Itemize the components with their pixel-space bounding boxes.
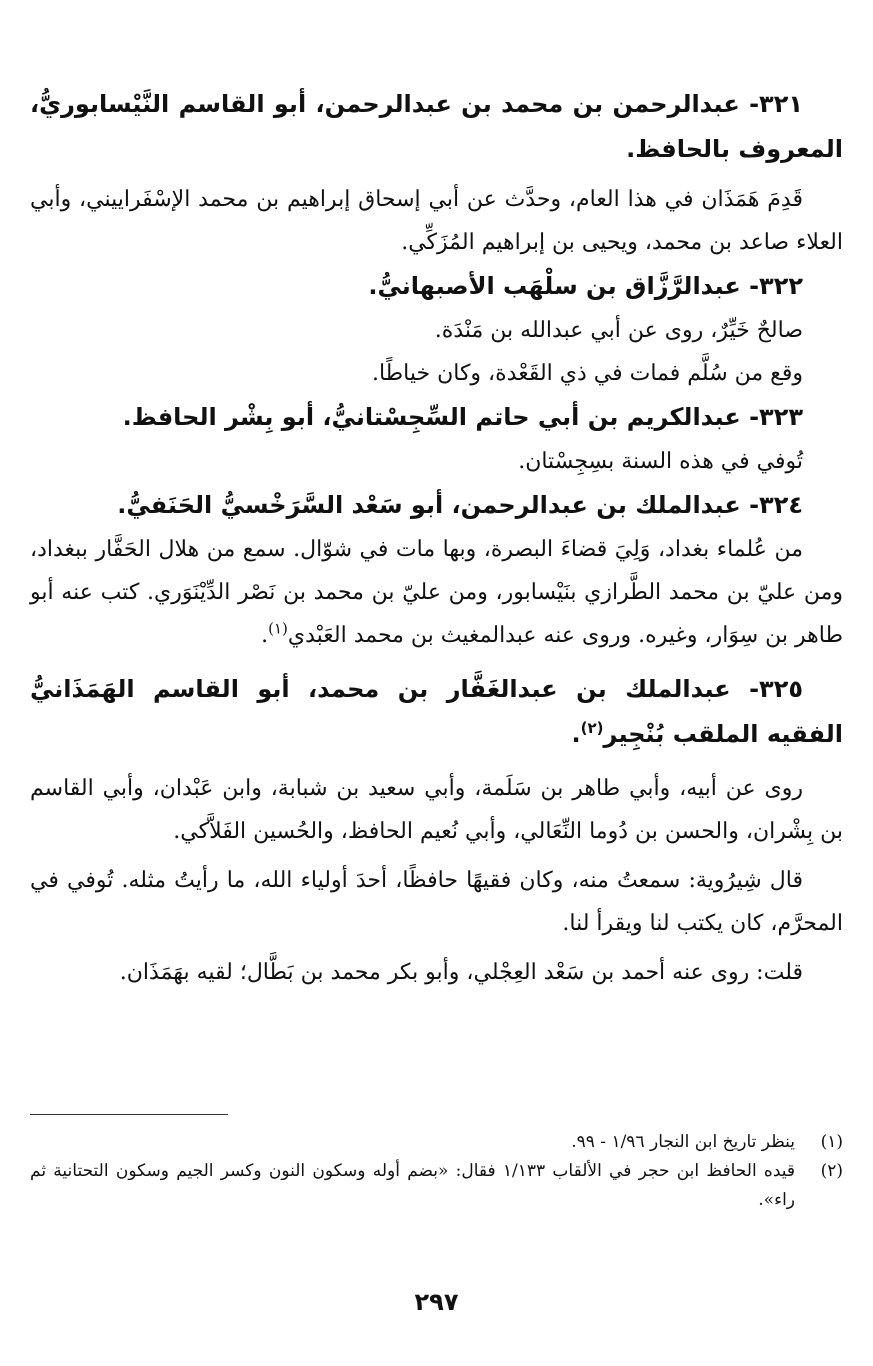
footnote-text: قيده الحافظ ابن حجر في الألقاب ١/١٣٣ فقال: «بضم أوله وسكون النون وكسر الجيم وسكون التحتانية ثم راء». [30, 1161, 795, 1210]
entry-paragraph: قَدِمَ هَمَذَان في هذا العام، وحدَّث عن أبي إسحاق إبراهيم بن محمد الإسْفَراييني، وأبي العلاء صاعد بن محمد، ويحيى بن إبراهيم المُزَكِّي. [30, 187, 843, 255]
entry-paragraph: قلت: روى عنه أحمد بن سَعْد العِجْلي، وأبو بكر محمد بن بَطَّال؛ لقيه بهَمَذَان. [119, 960, 803, 985]
entry-heading-322: ٣٢٢- عبدالرَّزَّاق بن سلْهَب الأصبهانيُّ. [368, 272, 803, 300]
entry-paragraph: وقع من سُلَّم فمات في ذي القَعْدة، وكان خياطًا. [371, 361, 803, 386]
entry-paragraph-text: من عُلماء بغداد، وَلِيَ قضاءَ البصرة، وبها مات في شوّال. سمع من هلال الحَفَّار ببغداد، ومن عليّ بن محمد الطَّرازي بنَيْسابور، ومن عليّ بن محمد بن نَصْر الدِّيْنَوَري. كتب عنه أبو طاهر بن سِوَار، وغيره. وروى عنه عبدالمغيث بن محمد العَبْدي [30, 537, 843, 648]
footnote-reference[interactable]: (٢) [580, 719, 604, 737]
entry-paragraph: روى عن أبيه، وأبي طاهر بن سَلَمة، وأبي سعيد بن شبابة، وابن عَبْدان، وأبي القاسم بن بِشْران، والحسن بن دُوما النِّعَالي، وأبي نُعيم الحافظ، والحُسين الفَلاَّكي. [30, 776, 843, 844]
entry-heading-323: ٣٢٣- عبدالكريم بن أبي حاتم السِّجِسْتانيُّ، أبو بِشْر الحافظ. [122, 403, 803, 431]
footnote-1 [30, 1128, 843, 1157]
page-number: ٢٩٧ [414, 1288, 459, 1316]
entry-paragraph: تُوفي في هذه السنة بسِجِسْتان. [518, 449, 803, 474]
footnote-number: (١) [820, 1132, 843, 1152]
main-text [30, 82, 843, 994]
entry-heading-321: ٣٢١- عبدالرحمن بن محمد بن عبدالرحمن، أبو القاسم النَّيْسابوريُّ، المعروف بالحافظ. [30, 90, 843, 163]
footnote-number: (٢) [820, 1161, 843, 1181]
footnote-text: ينظر تاريخ ابن النجار ١/٩٦ - ٩٩. [571, 1132, 795, 1152]
footnotes [30, 1128, 843, 1215]
footnote-reference[interactable]: (١) [268, 619, 288, 638]
footnote-2 [30, 1157, 843, 1215]
entry-paragraph: من عُلماء بغداد، وَلِيَ قضاءَ البصرة، وبها مات في شوّال. سمع من هلال الحَفَّار ببغداد، ومن عليّ بن محمد الطَّرازي بنَيْسابور، ومن عليّ بن محمد بن نَصْر الدِّيْنَوَري. كتب عنه أبو طاهر بن سِوَار، وغيره. وروى عنه عبدالمغيث بن محمد العَبْدي$^{(١)}$. [30, 537, 843, 648]
entry-paragraph: صالحٌ خَيِّرٌ، روى عن أبي عبدالله بن مَنْدَة. [434, 318, 803, 343]
entry-heading-325: ٣٢٥- عبدالملك بن عبدالغَفَّار بن محمد، أبو القاسم الهَمَذَانيُّ الفقيه الملقب بُنْجِير$^{(٢)}$. [30, 675, 843, 748]
entry-heading-324: ٣٢٤- عبدالملك بن عبدالرحمن، أبو سَعْد السَّرَخْسيُّ الحَنَفيُّ. [117, 491, 803, 519]
entry-paragraph: قال شِيرُوية: سمعتُ منه، وكان فقيهًا حافظًا، أحدَ أولياء الله، ما رأيتُ مثله. تُوفي في المحرَّم، كان يكتب لنا ويقرأ لنا. [30, 868, 843, 936]
entry-heading-text: ٣٢٥- عبدالملك بن عبدالغَفَّار بن محمد، أبو القاسم الهَمَذَانيُّ الفقيه الملقب بُنْجِير [30, 675, 843, 748]
footnote-divider [30, 1114, 228, 1115]
